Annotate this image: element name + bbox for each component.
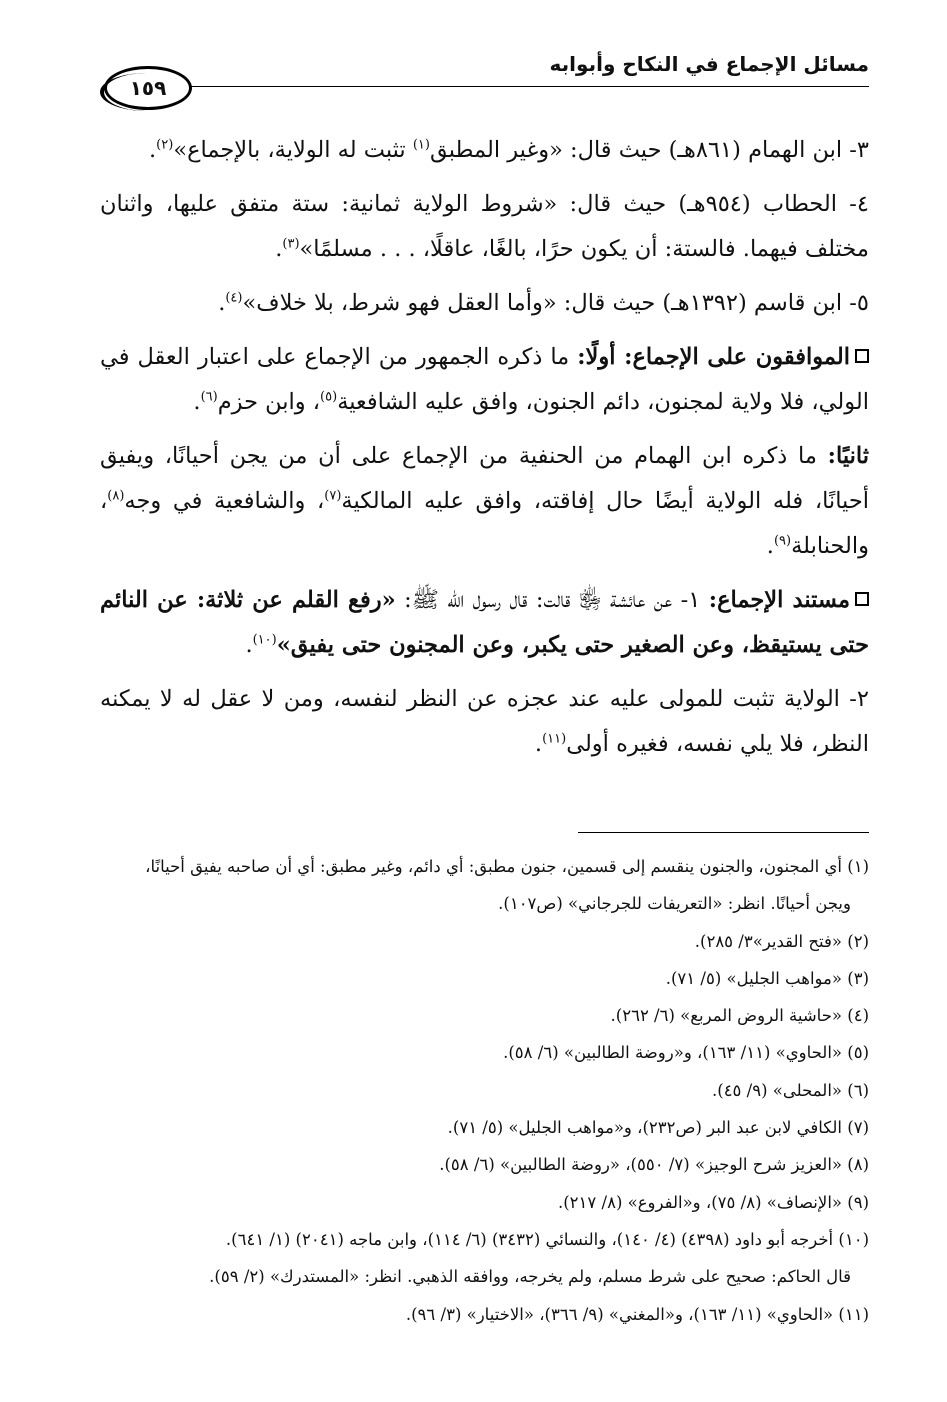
paragraph-text: ما ذكره ابن الهمام من الحنفية من الإجماع على أن من يجن أحيانًا، ويفيق أحيانًا، فله الولاية أيضًا حال إفاقته، وافق عليه المالكية [100, 443, 869, 514]
paragraph-text: ، وابن حزم [217, 389, 321, 415]
footnote-11: (١١) «الحاوي» (١١/ ١٦٣)، و«المغني» (٩/ ٣٦٦)، «الاختيار» (٣/ ٩٦). [405, 1304, 869, 1324]
footnote-5: (٥) «الحاوي» (١١/ ١٦٣)، و«روضة الطالبين» (٦/ ٥٨). [503, 1043, 869, 1063]
page-number-badge [104, 66, 192, 110]
paragraph-end: . [245, 632, 253, 658]
footnote-ref: (٨) [107, 488, 125, 504]
footnote-ref: (٩) [773, 533, 792, 549]
paragraph-end: . [766, 533, 774, 559]
footnote-ref: (١٠) [252, 632, 277, 648]
footnote-ref: (٤) [225, 290, 243, 306]
paragraph-text: ٥- ابن قاسم (١٣٩٢هـ) حيث قال: «وأما العقل فهو شرط، بلا خلاف» [242, 290, 869, 316]
footnote-6: (٦) «المحلى» (٩/ ٤٥). [712, 1080, 869, 1100]
paragraph-text: ٣- ابن الهمام (٨٦١هـ) حيث قال: «وغير المطبق [429, 137, 869, 163]
footnote-ref: (١١) [542, 731, 567, 747]
footnote-ref: (٥) [320, 389, 338, 405]
section-heading: مستند الإجماع: [708, 587, 851, 613]
footnote-ref: (٢) [156, 137, 174, 153]
paragraph-end: . [149, 137, 157, 163]
footnote-4: (٤) «حاشية الروض المربع» (٦/ ٢٦٢). [610, 1006, 869, 1026]
section-heading: الموافقون على الإجماع: أولًا: [577, 344, 850, 370]
square-bullet-icon [855, 592, 869, 606]
paragraph-end: . [218, 290, 226, 316]
footnote-ref: (٦) [200, 389, 218, 405]
page-number: ١٥٩ [129, 76, 167, 100]
paragraph-reasoning [100, 677, 869, 767]
footnote-1-continued: ويجن أحيانًا. انظر: «التعريفات للجرجاني» (ص١٠٧). [498, 894, 851, 914]
paragraph-end: . [275, 236, 283, 262]
paragraph-agreeing-first [100, 335, 869, 425]
paragraph-text: ، والحنابلة [100, 488, 869, 559]
footnote-1: (١) أي المجنون، والجنون ينقسم إلى قسمين، جنون مطبق: أي دائم، وغير مطبق: أي أن صاحبه يفيق أحيانًا، [145, 857, 869, 876]
paragraph-agreeing-second [100, 434, 869, 569]
main-text [100, 128, 869, 776]
footnote-8: (٨) «العزيز شرح الوجيز» (٧/ ٥٥٠)، «روضة الطالبين» (٦/ ٥٨). [439, 1155, 869, 1175]
paragraph-basis [100, 578, 869, 668]
paragraph-text: ٢- الولاية تثبت للمولى عليه عند عجزه عن النظر لنفسه، ومن لا عقل له لا يمكنه النظر، فلا يلي نفسه، فغيره أولى [100, 686, 869, 757]
paragraph-end: . [193, 389, 201, 415]
paragraph-ibn-qasim [100, 281, 869, 326]
paragraph-ibn-al-humam [100, 128, 869, 173]
paragraph-text: ما ذكره الجمهور من الإجماع على اعتبار العقل في الولي، فلا ولاية لمجنون، دائم الجنون، وافق عليه الشافعية [100, 344, 869, 415]
paragraph-end: . [534, 731, 543, 757]
square-bullet-icon [855, 349, 869, 363]
footnote-10: (١٠) أخرجه أبو داود (٤٣٩٨) (٤/ ١٤٠)، والنسائي (٣٤٣٢) (٦/ ١١٤)، وابن ماجه (٢٠٤١) (١/ ٦٤١). [225, 1229, 869, 1249]
footnotes [100, 848, 869, 1333]
paragraph-al-hattab [100, 182, 869, 272]
footnote-ref: (٧) [324, 488, 342, 504]
footnote-ref: (١) [412, 137, 430, 153]
paragraph-text: تثبت له الولاية، بالإجماع» [173, 137, 413, 163]
footnote-2: (٢) «فتح القدير»٣/ ٢٨٥). [694, 931, 869, 951]
section-heading: ثانيًا: [827, 443, 869, 469]
running-title: مسائل الإجماع في النكاح وأبوابه [549, 52, 869, 76]
paragraph-text: ٤- الحطاب (٩٥٤هـ) حيث قال: «شروط الولاية ثمانية: ستة متفق عليها، واثنان مختلف فيهما. فالستة: أن يكون حرًا، بالغًا، عاقلًا، . . . مسلمًا» [100, 191, 869, 262]
footnote-7: (٧) الكافي لابن عبد البر (ص٢٣٢)، و«مواهب الجليل» (٥/ ٧١). [447, 1118, 869, 1138]
footnote-separator [578, 832, 869, 833]
footnote-9: (٩) «الإنصاف» (٨/ ٧٥)، و«الفروع» (٨/ ٢١٧). [557, 1192, 869, 1212]
paragraph-text: ١- عن عائشة ﵂ قالت: قال رسول الله ﷺ: [395, 587, 709, 613]
footnote-ref: (٣) [282, 236, 300, 252]
hadith-quote: «رفع القلم عن ثلاثة: عن النائم حتى يستيقظ، وعن الصغير حتى يكبر، وعن المجنون حتى يفيق» [100, 587, 869, 658]
footnote-10-continued: قال الحاكم: صحيح على شرط مسلم، ولم يخرجه، ووافقه الذهبي. انظر: «المستدرك» (٢/ ٥٩). [209, 1267, 851, 1287]
paragraph-text: ، والشافعية في وجه [124, 488, 325, 514]
footnote-3: (٣) «مواهب الجليل» (٥/ ٧١). [665, 968, 869, 988]
header-rule [190, 86, 869, 87]
